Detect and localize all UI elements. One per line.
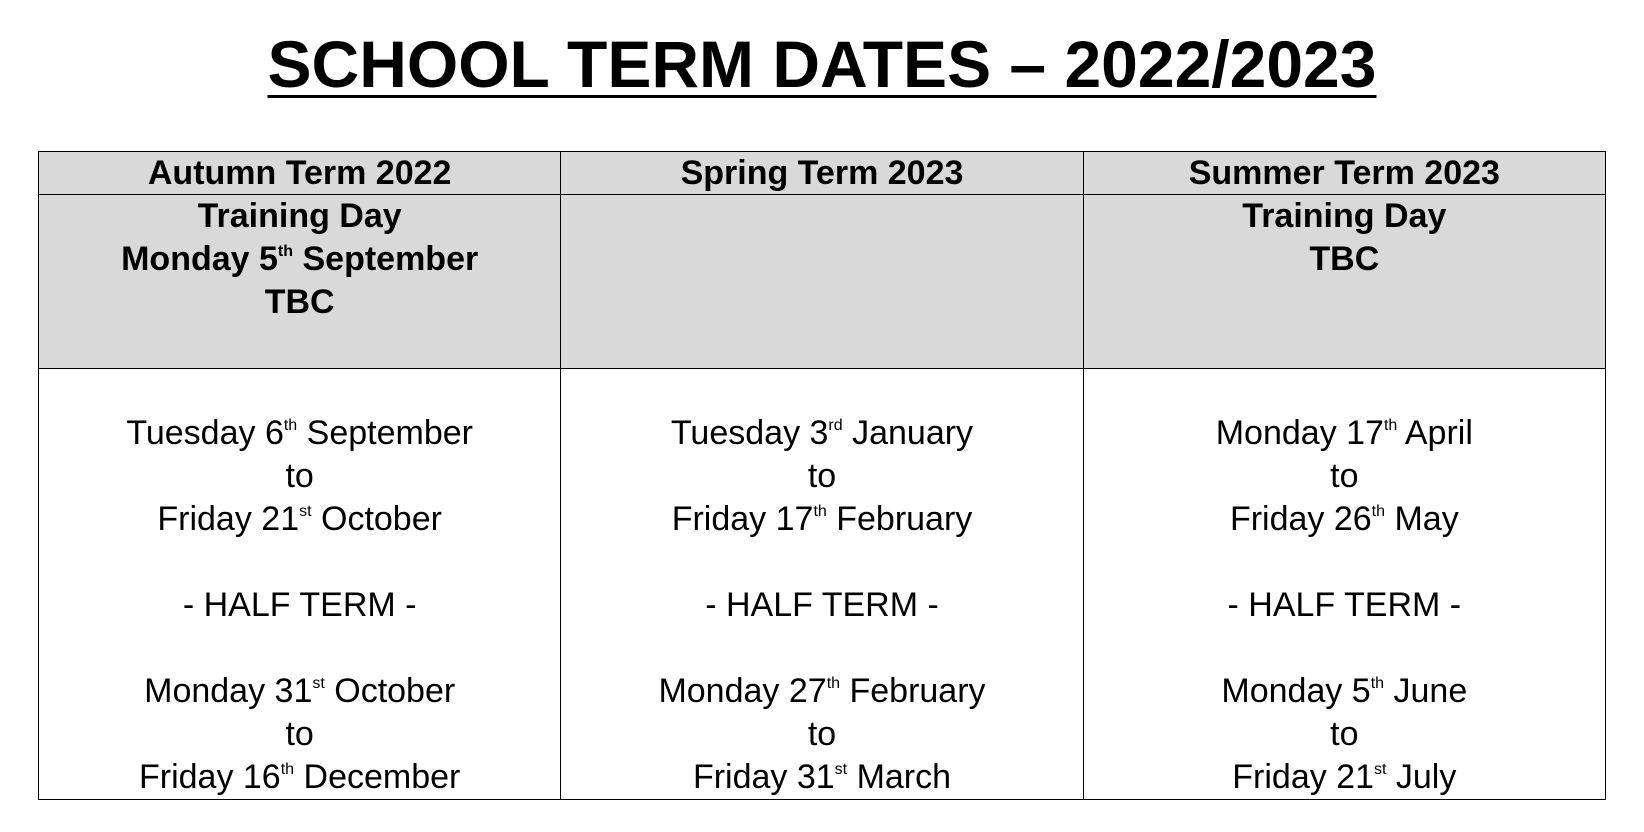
training-day-row	[39, 195, 1606, 369]
spring-dates-cell	[561, 369, 1083, 800]
page-title-text: SCHOOL TERM DATES – 2022/2023	[267, 27, 1377, 101]
spring-half-term: - HALF TERM -	[705, 586, 939, 624]
summer-first-end	[1084, 498, 1605, 541]
date-suffix: th	[280, 761, 295, 778]
term-dates-row	[39, 369, 1606, 800]
autumn-training-date-suffix: th	[277, 243, 294, 260]
summer-first-start	[1084, 412, 1605, 455]
spring-first-start	[561, 412, 1082, 455]
spring-training-day-cell	[561, 195, 1083, 369]
date-suffix: st	[1374, 761, 1387, 778]
date-suffix: th	[283, 417, 298, 434]
page-title	[0, 22, 1644, 106]
date-suffix: th	[826, 675, 841, 692]
date-month: March	[847, 758, 952, 796]
summer-term-header: Summer Term 2023	[1083, 152, 1605, 195]
spring-second-to: to	[807, 715, 837, 753]
spring-second-end	[561, 756, 1082, 799]
summer-second-to: to	[1330, 715, 1359, 753]
autumn-training-date	[39, 238, 560, 281]
date-month: June	[1384, 672, 1468, 710]
autumn-second-start	[39, 670, 560, 713]
date-text: Friday 21	[157, 500, 300, 538]
date-text: Tuesday 6	[126, 414, 284, 452]
autumn-second-end	[39, 756, 560, 799]
date-month: September	[297, 414, 473, 452]
autumn-training-date-post: September	[293, 240, 479, 278]
date-suffix: th	[813, 503, 827, 520]
summer-first-to: to	[1330, 457, 1359, 495]
autumn-half-term: - HALF TERM -	[182, 586, 417, 624]
date-month: January	[842, 414, 974, 452]
date-month: February	[840, 672, 986, 710]
date-month: February	[826, 500, 973, 538]
date-text: Tuesday 3	[670, 414, 829, 452]
date-text: Friday 31	[692, 758, 835, 796]
spring-first-to: to	[807, 457, 837, 495]
date-suffix: st	[299, 503, 312, 520]
autumn-second-to: to	[285, 715, 314, 753]
summer-half-term: - HALF TERM -	[1227, 586, 1462, 624]
autumn-training-day-cell	[39, 195, 561, 369]
date-month: April	[1397, 414, 1473, 452]
summer-training-tbc: TBC	[1309, 240, 1380, 278]
date-suffix: st	[312, 675, 325, 692]
date-text: Friday 16	[138, 758, 281, 796]
autumn-training-label: Training Day	[197, 197, 402, 235]
term-dates-table	[38, 151, 1606, 800]
date-month: December	[294, 758, 461, 796]
summer-dates-cell	[1083, 369, 1605, 800]
date-month: October	[311, 500, 442, 538]
summer-second-end	[1084, 756, 1605, 799]
autumn-dates-cell	[39, 369, 561, 800]
spring-term-header: Spring Term 2023	[561, 152, 1083, 195]
date-month: October	[324, 672, 456, 710]
spring-first-end	[561, 498, 1082, 541]
date-suffix: th	[1370, 675, 1385, 692]
date-text: Friday 26	[1229, 500, 1372, 538]
autumn-training-date-pre: Monday 5	[121, 240, 278, 278]
date-suffix: th	[1371, 503, 1386, 520]
autumn-first-to: to	[285, 457, 314, 495]
autumn-first-end	[39, 498, 560, 541]
date-text: Monday 5	[1221, 672, 1371, 710]
date-month: July	[1386, 758, 1457, 796]
date-text: Monday 17	[1215, 414, 1384, 452]
summer-training-label: Training Day	[1242, 197, 1447, 235]
date-text: Friday 17	[671, 500, 814, 538]
date-suffix: th	[1383, 417, 1398, 434]
date-month: May	[1385, 500, 1459, 538]
date-text: Monday 27	[658, 672, 827, 710]
autumn-training-tbc: TBC	[264, 283, 335, 321]
summer-training-day-cell	[1083, 195, 1605, 369]
date-suffix: rd	[828, 417, 843, 434]
summer-second-start	[1084, 670, 1605, 713]
term-header-row	[39, 152, 1606, 195]
spring-second-start	[561, 670, 1082, 713]
date-text: Monday 31	[144, 672, 313, 710]
date-suffix: st	[834, 761, 848, 778]
autumn-first-start	[39, 412, 560, 455]
date-text: Friday 21	[1232, 758, 1374, 796]
autumn-term-header: Autumn Term 2022	[39, 152, 561, 195]
